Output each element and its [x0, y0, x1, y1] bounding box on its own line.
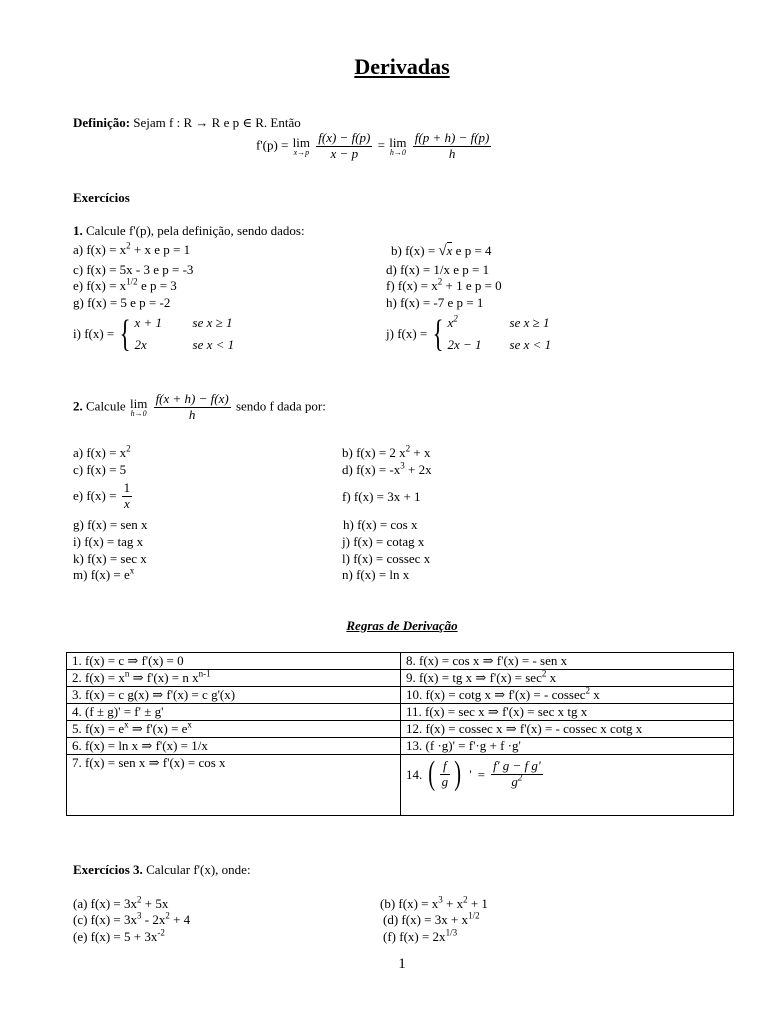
limit-h-to-0: lim h→0	[389, 134, 407, 157]
ex2-prompt: 2. Calcule lim h→0 $\frac{f(x + h) - f(x)}{h}$ sendo f dada por:	[73, 391, 326, 422]
ex1-item-g: g) f(x) = 5 e p = -2	[73, 295, 171, 310]
right-paren-icon: )	[454, 755, 462, 792]
ex2-item-k: k) f(x) = sec x	[73, 551, 147, 566]
ex1-item-b: b) f(x) = √x e p = 4	[391, 243, 492, 259]
definition-formula	[256, 131, 493, 162]
definition-text: Sejam f : R → R e p ∈ R. Então	[133, 115, 301, 130]
left-paren-icon: (	[428, 755, 436, 792]
ex1-item-e: e) $f(x) = x^{1/2}$ e p = 3	[73, 276, 177, 293]
ex2-item-f: f) f(x) = 3x + 1	[342, 489, 421, 504]
fraction-one-over-x: $\frac{1}{x}$	[123, 480, 131, 511]
rule-2: 2. $f(x) = x^n$ ⇒ f'(x) = n $x^{n-1}$	[67, 670, 401, 687]
page-number: 1	[398, 956, 406, 972]
ex1-item-h: h) f(x) = -7 e p = 1	[386, 295, 484, 310]
rules-title: Regras de Derivação	[346, 618, 458, 633]
rule-7: 7. f(x) = sen x ⇒ f'(x) = cos x	[67, 755, 401, 816]
definition-lhs: f'(p) =	[256, 137, 289, 153]
ex3-item-b: (b) $f(x) = x^3 + x^2 + 1$	[380, 894, 488, 911]
definition-label: Definição:	[73, 115, 131, 130]
table-row	[67, 704, 734, 721]
ex2-item-j: j) f(x) = cotag x	[342, 534, 425, 549]
table-row	[67, 721, 734, 738]
table-row	[67, 687, 734, 704]
ex1-item-i: i) f(x) = { x + 1 se x ≥ 1 2x se x < 1	[73, 313, 235, 356]
table-row	[67, 755, 734, 816]
quotient-f-over-g: $\frac{f}{g}$	[441, 757, 449, 789]
ex3-item-e: (e) $f(x) = 5 + 3x^{-2}$	[73, 927, 165, 944]
ex2-item-d: d) $f(x) = -x^3 + 2x$	[342, 460, 432, 477]
page-title: Derivadas	[354, 54, 450, 79]
rule-9: 9. f(x) = tg x ⇒ $f'(x) = \sec^2 x$	[401, 670, 734, 687]
ex3-item-d: (d) $f(x) = 3x + x^{1/2}$	[383, 910, 480, 927]
ex1-item-d: d) f(x) = 1/x e p = 1	[386, 262, 490, 277]
difference-quotient: $\frac{f(x + h) - f(x)}{h}$	[155, 391, 229, 422]
ex2-item-e: e) f(x) = $\frac{1}{x}$	[73, 480, 131, 511]
difference-quotient-2: $\frac{f(p + h) - f(p)}{h}$	[414, 130, 490, 161]
ex2-item-b: b) f(x) = 2 $x^2 + x$	[342, 443, 431, 460]
exercises-heading: Exercícios	[73, 190, 130, 205]
derivative-rules-table	[66, 652, 734, 816]
rule-5: 5. $f(x) = e^x$ ⇒ $f'(x) = e^x$	[67, 721, 401, 738]
ex2-item-l: l) f(x) = cossec x	[342, 551, 431, 566]
quotient-rule-result: $\frac{\text{f' g − f g'}}{g^2}$	[493, 757, 541, 789]
ex1-prompt: 1. Calcule f'(p), pela definição, sendo dados:	[73, 223, 305, 238]
rule-11: 11. f(x) = sec x ⇒ f'(x) = sec x tg x	[401, 704, 734, 721]
ex2-item-m: m) $f(x) = e^x$	[73, 565, 135, 582]
table-row	[67, 653, 734, 670]
rule-1: 1. f(x) = c ⇒ f'(x) = 0	[67, 653, 401, 670]
rule-13: 13. (f ·g)' = f'·g + f ·g'	[401, 738, 734, 755]
rule-8: 8. f(x) = cos x ⇒ f'(x) = - sen x	[401, 653, 734, 670]
left-brace-icon: {	[119, 313, 131, 356]
rule-10: 10. f(x) = cotg x ⇒ f'(x) = - cossec$^2$ x	[401, 687, 734, 704]
rule-4: 4. (f ± g)' = f' ± g'	[67, 704, 401, 721]
difference-quotient-1: $\frac{f(x) - f(p)}{x - p}$	[318, 130, 371, 161]
ex1-item-c: c) f(x) = 5x - 3 e p = -3	[73, 262, 194, 277]
rule-12: 12. f(x) = cossec x ⇒ f'(x) = - cossec x cotg x	[401, 721, 734, 738]
ex2-item-g: g) f(x) = sen x	[73, 517, 148, 532]
ex1-item-f: f) $f(x) = x^2 + 1$ e p = 0	[386, 276, 502, 293]
ex1-item-j: j) f(x) = { $x^2$ se x ≥ 1 2x − 1 se x < 1	[386, 313, 552, 356]
table-row	[67, 738, 734, 755]
ex3-item-f: (f) $f(x) = 2x^{1/3}$	[383, 927, 458, 944]
rule-6: 6. f(x) = ln x ⇒ f'(x) = 1/x	[67, 738, 401, 755]
limit-h-to-0: lim h→0	[129, 395, 148, 418]
ex2-item-i: i) f(x) = tag x	[73, 534, 144, 549]
ex3-item-a: (a) $f(x) = 3x^2 + 5x$	[73, 894, 169, 911]
ex3-item-c: (c) $f(x) = 3x^3 - 2x^2 + 4$	[73, 910, 191, 927]
left-brace-icon: {	[432, 313, 444, 356]
equals-sign: =	[377, 137, 385, 153]
ex3-prompt: Exercícios 3. Calcular f'(x), onde:	[73, 862, 251, 877]
table-row	[67, 670, 734, 687]
ex2-item-c: c) f(x) = 5	[73, 462, 127, 477]
ex1-item-a: a) $f(x) = x^2 + x$ e p = 1	[73, 240, 191, 257]
ex2-item-a: a) $f(x) = x^2$	[73, 443, 131, 460]
ex2-item-h: h) f(x) = cos x	[343, 517, 418, 532]
limit-x-to-p: lim x→p	[292, 134, 311, 157]
rule-14: 14. ( $\frac{f}{g}$ ) ' = $\frac{\text{f' g − f g'}}{g^2}$	[401, 755, 734, 816]
definition-line	[73, 116, 301, 131]
ex2-item-n: n) f(x) = ln x	[342, 567, 410, 582]
rule-3: 3. f(x) = c g(x) ⇒ f'(x) = c g'(x)	[67, 687, 401, 704]
